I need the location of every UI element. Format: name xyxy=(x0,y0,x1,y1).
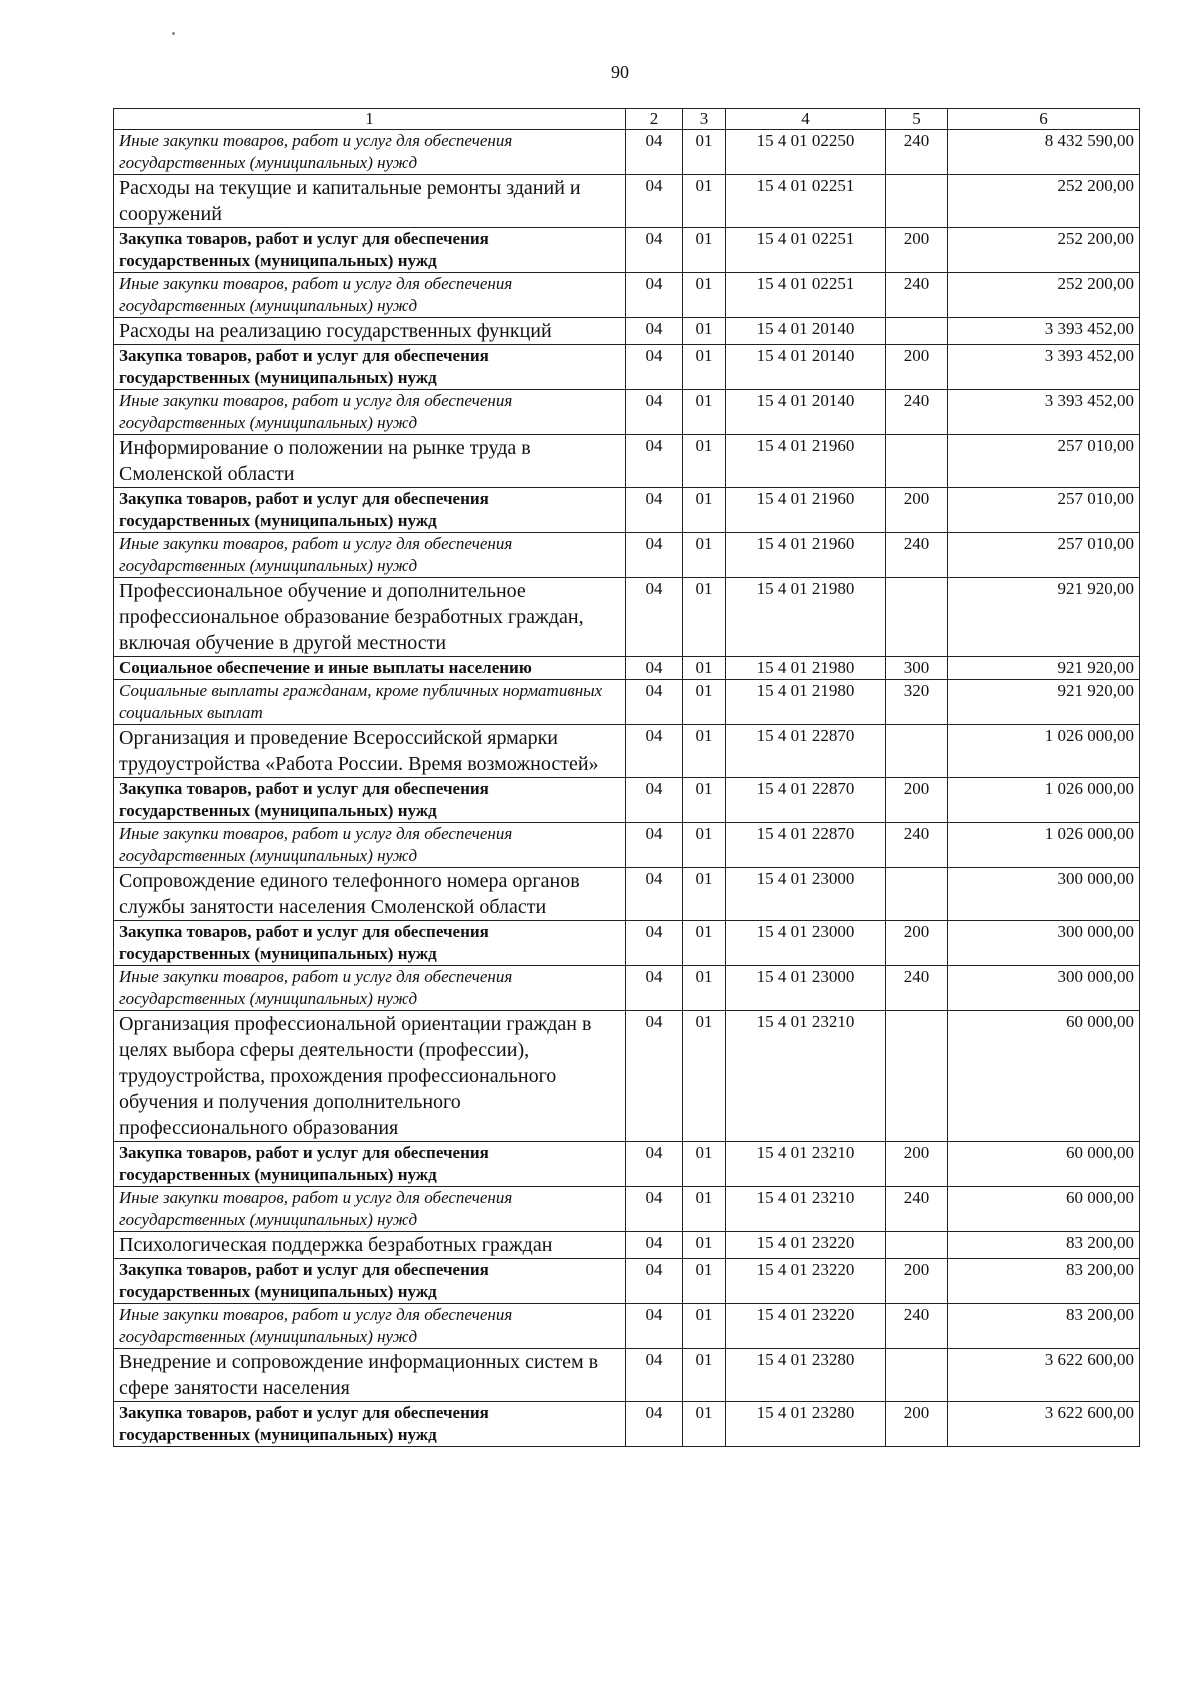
expense-type-cell: 240 xyxy=(886,130,948,175)
target-article-cell: 15 4 01 20140 xyxy=(726,318,886,345)
subsection-cell: 01 xyxy=(683,1232,726,1259)
target-article-cell: 15 4 01 23280 xyxy=(726,1349,886,1402)
subsection-cell: 01 xyxy=(683,345,726,390)
table-row xyxy=(114,868,1140,921)
description-cell: Расходы на реализацию государственных функций xyxy=(114,318,626,345)
table-row xyxy=(114,680,1140,725)
expense-type-cell: 200 xyxy=(886,1259,948,1304)
amount-cell: 83 200,00 xyxy=(948,1259,1140,1304)
table-row xyxy=(114,966,1140,1011)
description-cell: Иные закупки товаров, работ и услуг для обеспечения государственных (муниципальных) нужд xyxy=(114,273,626,318)
amount-cell: 3 622 600,00 xyxy=(948,1402,1140,1447)
amount-cell: 60 000,00 xyxy=(948,1187,1140,1232)
expense-type-cell xyxy=(886,1349,948,1402)
section-cell: 04 xyxy=(626,725,683,778)
page-number: 90 xyxy=(611,62,629,82)
table-row xyxy=(114,488,1140,533)
table-row xyxy=(114,1187,1140,1232)
subsection-cell: 01 xyxy=(683,657,726,680)
expense-type-cell: 240 xyxy=(886,390,948,435)
expense-type-cell: 320 xyxy=(886,680,948,725)
description-cell: Иные закупки товаров, работ и услуг для обеспечения государственных (муниципальных) нужд xyxy=(114,1187,626,1232)
amount-cell: 921 920,00 xyxy=(948,657,1140,680)
subsection-cell: 01 xyxy=(683,1349,726,1402)
expense-type-cell: 200 xyxy=(886,488,948,533)
subsection-cell: 01 xyxy=(683,273,726,318)
amount-cell: 300 000,00 xyxy=(948,868,1140,921)
subsection-cell: 01 xyxy=(683,1304,726,1349)
table-row xyxy=(114,228,1140,273)
table-row xyxy=(114,921,1140,966)
section-cell: 04 xyxy=(626,1187,683,1232)
section-cell: 04 xyxy=(626,488,683,533)
subsection-cell: 01 xyxy=(683,1187,726,1232)
target-article-cell: 15 4 01 20140 xyxy=(726,390,886,435)
amount-cell: 257 010,00 xyxy=(948,488,1140,533)
table-row xyxy=(114,435,1140,488)
expense-type-cell: 200 xyxy=(886,345,948,390)
expense-type-cell: 240 xyxy=(886,1187,948,1232)
header-cell: 3 xyxy=(683,109,726,130)
description-cell: Профессиональное обучение и дополнительное профессиональное образование безработных граждан, включая обучение в другой местности xyxy=(114,578,626,657)
section-cell: 04 xyxy=(626,1304,683,1349)
section-cell: 04 xyxy=(626,1349,683,1402)
expense-type-cell: 200 xyxy=(886,228,948,273)
section-cell: 04 xyxy=(626,533,683,578)
subsection-cell: 01 xyxy=(683,318,726,345)
amount-cell: 3 393 452,00 xyxy=(948,318,1140,345)
target-article-cell: 15 4 01 02250 xyxy=(726,130,886,175)
section-cell: 04 xyxy=(626,778,683,823)
subsection-cell: 01 xyxy=(683,533,726,578)
subsection-cell: 01 xyxy=(683,921,726,966)
amount-cell: 921 920,00 xyxy=(948,680,1140,725)
target-article-cell: 15 4 01 23210 xyxy=(726,1142,886,1187)
target-article-cell: 15 4 01 23210 xyxy=(726,1187,886,1232)
target-article-cell: 15 4 01 20140 xyxy=(726,345,886,390)
section-cell: 04 xyxy=(626,1259,683,1304)
section-cell: 04 xyxy=(626,345,683,390)
description-cell: Иные закупки товаров, работ и услуг для обеспечения государственных (муниципальных) нужд xyxy=(114,823,626,868)
amount-cell: 257 010,00 xyxy=(948,533,1140,578)
target-article-cell: 15 4 01 02251 xyxy=(726,228,886,273)
target-article-cell: 15 4 01 23280 xyxy=(726,1402,886,1447)
subsection-cell: 01 xyxy=(683,1142,726,1187)
amount-cell: 300 000,00 xyxy=(948,966,1140,1011)
target-article-cell: 15 4 01 23220 xyxy=(726,1304,886,1349)
subsection-cell: 01 xyxy=(683,175,726,228)
amount-cell: 1 026 000,00 xyxy=(948,778,1140,823)
table-row xyxy=(114,1349,1140,1402)
subsection-cell: 01 xyxy=(683,680,726,725)
amount-cell: 1 026 000,00 xyxy=(948,823,1140,868)
expense-type-cell: 200 xyxy=(886,1142,948,1187)
expense-type-cell xyxy=(886,868,948,921)
section-cell: 04 xyxy=(626,228,683,273)
section-cell: 04 xyxy=(626,1402,683,1447)
expense-type-cell: 240 xyxy=(886,823,948,868)
expense-type-cell xyxy=(886,1232,948,1259)
target-article-cell: 15 4 01 23000 xyxy=(726,921,886,966)
expense-type-cell xyxy=(886,175,948,228)
subsection-cell: 01 xyxy=(683,1011,726,1142)
table-body xyxy=(114,130,1140,1447)
description-cell: Иные закупки товаров, работ и услуг для обеспечения государственных (муниципальных) нужд xyxy=(114,390,626,435)
description-cell: Иные закупки товаров, работ и услуг для обеспечения государственных (муниципальных) нужд xyxy=(114,1304,626,1349)
amount-cell: 1 026 000,00 xyxy=(948,725,1140,778)
section-cell: 04 xyxy=(626,435,683,488)
description-cell: Расходы на текущие и капитальные ремонты зданий и сооружений xyxy=(114,175,626,228)
description-cell: Закупка товаров, работ и услуг для обеспечения государственных (муниципальных) нужд xyxy=(114,1259,626,1304)
expense-type-cell: 240 xyxy=(886,966,948,1011)
amount-cell: 3 393 452,00 xyxy=(948,345,1140,390)
subsection-cell: 01 xyxy=(683,578,726,657)
target-article-cell: 15 4 01 22870 xyxy=(726,823,886,868)
table-row xyxy=(114,725,1140,778)
description-cell: Закупка товаров, работ и услуг для обеспечения государственных (муниципальных) нужд xyxy=(114,1142,626,1187)
description-cell: Психологическая поддержка безработных граждан xyxy=(114,1232,626,1259)
target-article-cell: 15 4 01 22870 xyxy=(726,725,886,778)
subsection-cell: 01 xyxy=(683,1402,726,1447)
table-row xyxy=(114,1259,1140,1304)
amount-cell: 252 200,00 xyxy=(948,175,1140,228)
table-row xyxy=(114,390,1140,435)
table-row xyxy=(114,823,1140,868)
header-cell: 4 xyxy=(726,109,886,130)
description-cell: Организация и проведение Всероссийской ярмарки трудоустройства «Работа России. Время возможностей» xyxy=(114,725,626,778)
target-article-cell: 15 4 01 23210 xyxy=(726,1011,886,1142)
target-article-cell: 15 4 01 23220 xyxy=(726,1232,886,1259)
section-cell: 04 xyxy=(626,680,683,725)
description-cell: Иные закупки товаров, работ и услуг для обеспечения государственных (муниципальных) нужд xyxy=(114,533,626,578)
description-cell: Сопровождение единого телефонного номера органов службы занятости населения Смоленской области xyxy=(114,868,626,921)
budget-table xyxy=(113,108,1140,1447)
amount-cell: 3 622 600,00 xyxy=(948,1349,1140,1402)
amount-cell: 300 000,00 xyxy=(948,921,1140,966)
section-cell: 04 xyxy=(626,130,683,175)
table-row xyxy=(114,130,1140,175)
expense-type-cell xyxy=(886,318,948,345)
table-row xyxy=(114,345,1140,390)
expense-type-cell: 200 xyxy=(886,921,948,966)
section-cell: 04 xyxy=(626,1011,683,1142)
amount-cell: 257 010,00 xyxy=(948,435,1140,488)
table-row xyxy=(114,273,1140,318)
expense-type-cell: 200 xyxy=(886,778,948,823)
table-row xyxy=(114,578,1140,657)
subsection-cell: 01 xyxy=(683,966,726,1011)
header-cell: 5 xyxy=(886,109,948,130)
table-row xyxy=(114,318,1140,345)
header-cell: 6 xyxy=(948,109,1140,130)
header-row xyxy=(114,109,1140,130)
scan-speck xyxy=(172,32,175,35)
description-cell: Иные закупки товаров, работ и услуг для обеспечения государственных (муниципальных) нужд xyxy=(114,130,626,175)
section-cell: 04 xyxy=(626,657,683,680)
subsection-cell: 01 xyxy=(683,130,726,175)
section-cell: 04 xyxy=(626,966,683,1011)
description-cell: Информирование о положении на рынке труда в Смоленской области xyxy=(114,435,626,488)
amount-cell: 60 000,00 xyxy=(948,1011,1140,1142)
header-cell: 1 xyxy=(114,109,626,130)
subsection-cell: 01 xyxy=(683,488,726,533)
target-article-cell: 15 4 01 21980 xyxy=(726,680,886,725)
amount-cell: 3 393 452,00 xyxy=(948,390,1140,435)
expense-type-cell xyxy=(886,435,948,488)
table-row xyxy=(114,1232,1140,1259)
amount-cell: 8 432 590,00 xyxy=(948,130,1140,175)
target-article-cell: 15 4 01 21960 xyxy=(726,533,886,578)
description-cell: Закупка товаров, работ и услуг для обеспечения государственных (муниципальных) нужд xyxy=(114,228,626,273)
section-cell: 04 xyxy=(626,1232,683,1259)
amount-cell: 921 920,00 xyxy=(948,578,1140,657)
expense-type-cell: 240 xyxy=(886,273,948,318)
target-article-cell: 15 4 01 23000 xyxy=(726,966,886,1011)
subsection-cell: 01 xyxy=(683,435,726,488)
description-cell: Иные закупки товаров, работ и услуг для обеспечения государственных (муниципальных) нужд xyxy=(114,966,626,1011)
section-cell: 04 xyxy=(626,578,683,657)
description-cell: Закупка товаров, работ и услуг для обеспечения государственных (муниципальных) нужд xyxy=(114,488,626,533)
description-cell: Внедрение и сопровождение информационных систем в сфере занятости населения xyxy=(114,1349,626,1402)
description-cell: Социальное обеспечение и иные выплаты населению xyxy=(114,657,626,680)
target-article-cell: 15 4 01 23220 xyxy=(726,1259,886,1304)
table-row xyxy=(114,175,1140,228)
section-cell: 04 xyxy=(626,868,683,921)
amount-cell: 252 200,00 xyxy=(948,228,1140,273)
target-article-cell: 15 4 01 21980 xyxy=(726,657,886,680)
amount-cell: 83 200,00 xyxy=(948,1304,1140,1349)
section-cell: 04 xyxy=(626,318,683,345)
expense-type-cell xyxy=(886,725,948,778)
table-row xyxy=(114,533,1140,578)
amount-cell: 60 000,00 xyxy=(948,1142,1140,1187)
table-row xyxy=(114,778,1140,823)
target-article-cell: 15 4 01 02251 xyxy=(726,175,886,228)
amount-cell: 252 200,00 xyxy=(948,273,1140,318)
expense-type-cell: 300 xyxy=(886,657,948,680)
header-cell: 2 xyxy=(626,109,683,130)
section-cell: 04 xyxy=(626,273,683,318)
subsection-cell: 01 xyxy=(683,390,726,435)
subsection-cell: 01 xyxy=(683,868,726,921)
table-row xyxy=(114,1304,1140,1349)
description-cell: Социальные выплаты гражданам, кроме публичных нормативных социальных выплат xyxy=(114,680,626,725)
description-cell: Организация профессиональной ориентации граждан в целях выбора сферы деятельности (профессии), трудоустройства, прохождения профессионального обучения и получения дополнительного профессионального образования xyxy=(114,1011,626,1142)
description-cell: Закупка товаров, работ и услуг для обеспечения государственных (муниципальных) нужд xyxy=(114,1402,626,1447)
target-article-cell: 15 4 01 22870 xyxy=(726,778,886,823)
section-cell: 04 xyxy=(626,921,683,966)
amount-cell: 83 200,00 xyxy=(948,1232,1140,1259)
expense-type-cell: 240 xyxy=(886,1304,948,1349)
subsection-cell: 01 xyxy=(683,228,726,273)
section-cell: 04 xyxy=(626,1142,683,1187)
description-cell: Закупка товаров, работ и услуг для обеспечения государственных (муниципальных) нужд xyxy=(114,921,626,966)
target-article-cell: 15 4 01 21960 xyxy=(726,435,886,488)
table-row xyxy=(114,1142,1140,1187)
subsection-cell: 01 xyxy=(683,778,726,823)
target-article-cell: 15 4 01 02251 xyxy=(726,273,886,318)
description-cell: Закупка товаров, работ и услуг для обеспечения государственных (муниципальных) нужд xyxy=(114,778,626,823)
expense-type-cell xyxy=(886,578,948,657)
subsection-cell: 01 xyxy=(683,1259,726,1304)
section-cell: 04 xyxy=(626,823,683,868)
expense-type-cell xyxy=(886,1011,948,1142)
target-article-cell: 15 4 01 23000 xyxy=(726,868,886,921)
target-article-cell: 15 4 01 21960 xyxy=(726,488,886,533)
section-cell: 04 xyxy=(626,175,683,228)
target-article-cell: 15 4 01 21980 xyxy=(726,578,886,657)
subsection-cell: 01 xyxy=(683,725,726,778)
table-row xyxy=(114,657,1140,680)
section-cell: 04 xyxy=(626,390,683,435)
table-row xyxy=(114,1402,1140,1447)
subsection-cell: 01 xyxy=(683,823,726,868)
table-row xyxy=(114,1011,1140,1142)
expense-type-cell: 200 xyxy=(886,1402,948,1447)
description-cell: Закупка товаров, работ и услуг для обеспечения государственных (муниципальных) нужд xyxy=(114,345,626,390)
expense-type-cell: 240 xyxy=(886,533,948,578)
